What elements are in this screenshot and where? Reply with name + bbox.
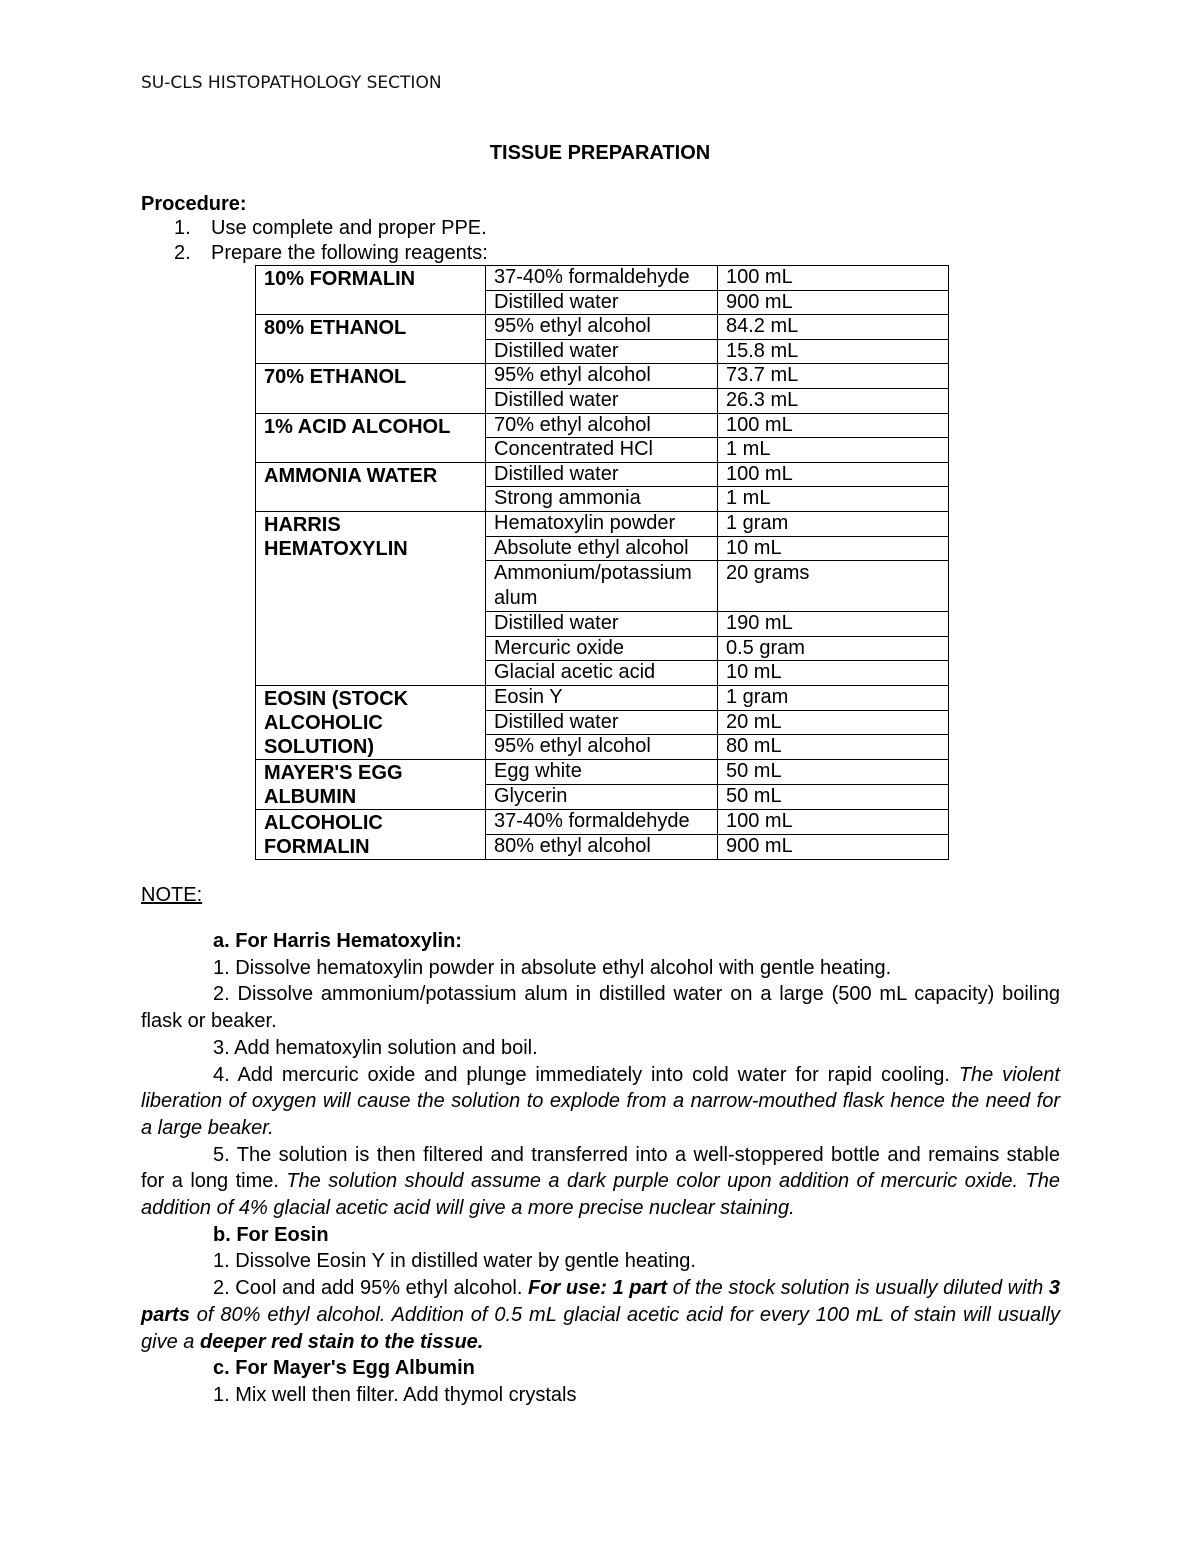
- amount-cell: 1 mL: [718, 438, 949, 463]
- reagent-name: 80% ETHANOL: [256, 315, 486, 364]
- amount-cell: 26.3 mL: [718, 388, 949, 413]
- component-cell: Glacial acetic acid: [486, 661, 718, 686]
- note-step: 2. Dissolve ammonium/potassium alum in distilled water on a large (500 mL capacity) boiling flask or beaker.: [141, 983, 1060, 1033]
- reagent-row: [256, 315, 949, 340]
- amount-cell: 100 mL: [718, 809, 949, 834]
- component-cell: Distilled water: [486, 290, 718, 315]
- component-cell: Glycerin: [486, 784, 718, 809]
- procedure-step: 1. Use complete and proper PPE.: [174, 217, 487, 239]
- running-header: SU-CLS HISTOPATHOLOGY SECTION: [141, 73, 442, 93]
- amount-cell: 80 mL: [718, 735, 949, 760]
- note-step: 1. Dissolve Eosin Y in distilled water by gentle heating.: [213, 1250, 696, 1273]
- procedure-heading: Procedure:: [141, 193, 247, 215]
- component-cell: Mercuric oxide: [486, 636, 718, 661]
- amount-cell: 100 mL: [718, 462, 949, 487]
- amount-cell: 900 mL: [718, 290, 949, 315]
- reagent-table: [255, 265, 949, 860]
- procedure-steps: [141, 216, 488, 266]
- amount-cell: 100 mL: [718, 266, 949, 291]
- reagent-row: [256, 413, 949, 438]
- amount-cell: 10 mL: [718, 661, 949, 686]
- component-cell: 70% ethyl alcohol: [486, 413, 718, 438]
- note-step: 1. Mix well then filter. Add thymol crystals: [213, 1383, 577, 1406]
- amount-cell: 84.2 mL: [718, 315, 949, 340]
- note-step: 4. Add mercuric oxide and plunge immediately into cold water for rapid cooling. The violent liberation of oxygen will cause the solution to explode from a narrow-mouthed flask hence the need for a large beaker.: [141, 1063, 1060, 1139]
- reagent-name: 10% FORMALIN: [256, 266, 486, 315]
- amount-cell: 50 mL: [718, 759, 949, 784]
- reagent-name: AMMONIA WATER: [256, 462, 486, 511]
- reagent-name: MAYER'S EGG ALBUMIN: [256, 759, 486, 809]
- eosin-heading: b. For Eosin: [213, 1223, 329, 1246]
- reagent-name: 1% ACID ALCOHOL: [256, 413, 486, 462]
- component-cell: Distilled water: [486, 710, 718, 735]
- component-cell: 37-40% formaldehyde: [486, 266, 718, 291]
- amount-cell: 0.5 gram: [718, 636, 949, 661]
- amount-cell: 15.8 mL: [718, 339, 949, 364]
- amount-cell: 1 gram: [718, 685, 949, 710]
- component-cell: 37-40% formaldehyde: [486, 809, 718, 834]
- component-cell: Distilled water: [486, 339, 718, 364]
- reagent-row: [256, 511, 949, 536]
- note-step: 1. Dissolve hematoxylin powder in absolute ethyl alcohol with gentle heating.: [213, 956, 892, 979]
- component-cell: 95% ethyl alcohol: [486, 735, 718, 760]
- reagent-row: [256, 364, 949, 389]
- reagent-name: ALCOHOLIC FORMALIN: [256, 809, 486, 859]
- amount-cell: 73.7 mL: [718, 364, 949, 389]
- component-cell: Strong ammonia: [486, 487, 718, 512]
- amount-cell: 900 mL: [718, 834, 949, 859]
- harris-heading: a. For Harris Hematoxylin:: [213, 930, 462, 952]
- component-cell: 95% ethyl alcohol: [486, 364, 718, 389]
- reagent-name: 70% ETHANOL: [256, 364, 486, 413]
- reagent-row: [256, 685, 949, 710]
- mayer-heading: c. For Mayer's Egg Albumin: [213, 1357, 475, 1380]
- amount-cell: 1 mL: [718, 487, 949, 512]
- component-cell: 95% ethyl alcohol: [486, 315, 718, 340]
- procedure-step: 2. Prepare the following reagents:: [174, 242, 488, 264]
- reagent-name: EOSIN (STOCK ALCOHOLIC SOLUTION): [256, 685, 486, 759]
- amount-cell: 50 mL: [718, 784, 949, 809]
- component-cell: Ammonium/potassium alum: [486, 561, 718, 612]
- reagent-row: [256, 809, 949, 834]
- document-title: TISSUE PREPARATION: [489, 142, 711, 164]
- reagent-name: HARRIS HEMATOXYLIN: [256, 511, 486, 685]
- component-cell: Absolute ethyl alcohol: [486, 536, 718, 561]
- note-step: 2. Cool and add 95% ethyl alcohol. For use: 1 part of the stock solution is usually diluted with 3 parts of 80% ethyl alcohol. Addition of 0.5 mL glacial acetic acid for every 100 mL of stain will usually give a deeper red stain to the tissue.: [141, 1277, 1060, 1353]
- reagent-row: [256, 462, 949, 487]
- component-cell: Hematoxylin powder: [486, 511, 718, 536]
- reagent-row: [256, 759, 949, 784]
- component-cell: Egg white: [486, 759, 718, 784]
- notes-section: [141, 928, 1060, 1409]
- amount-cell: 10 mL: [718, 536, 949, 561]
- component-cell: Concentrated HCl: [486, 438, 718, 463]
- component-cell: Distilled water: [486, 612, 718, 637]
- note-step: 5. The solution is then filtered and transferred into a well-stoppered bottle and remains stable for a long time. The solution should assume a dark purple color upon addition of mercuric oxide. The addition of 4% glacial acetic acid will give a more precise nuclear staining.: [141, 1143, 1061, 1220]
- component-cell: Distilled water: [486, 388, 718, 413]
- component-cell: Eosin Y: [486, 685, 718, 710]
- amount-cell: 20 grams: [718, 561, 949, 612]
- amount-cell: 20 mL: [718, 710, 949, 735]
- note-label: NOTE:: [141, 884, 203, 906]
- component-cell: 80% ethyl alcohol: [486, 834, 718, 859]
- reagent-row: [256, 266, 949, 291]
- component-cell: Distilled water: [486, 462, 718, 487]
- amount-cell: 190 mL: [718, 612, 949, 637]
- amount-cell: 1 gram: [718, 511, 949, 536]
- amount-cell: 100 mL: [718, 413, 949, 438]
- note-step: 3. Add hematoxylin solution and boil.: [213, 1036, 538, 1059]
